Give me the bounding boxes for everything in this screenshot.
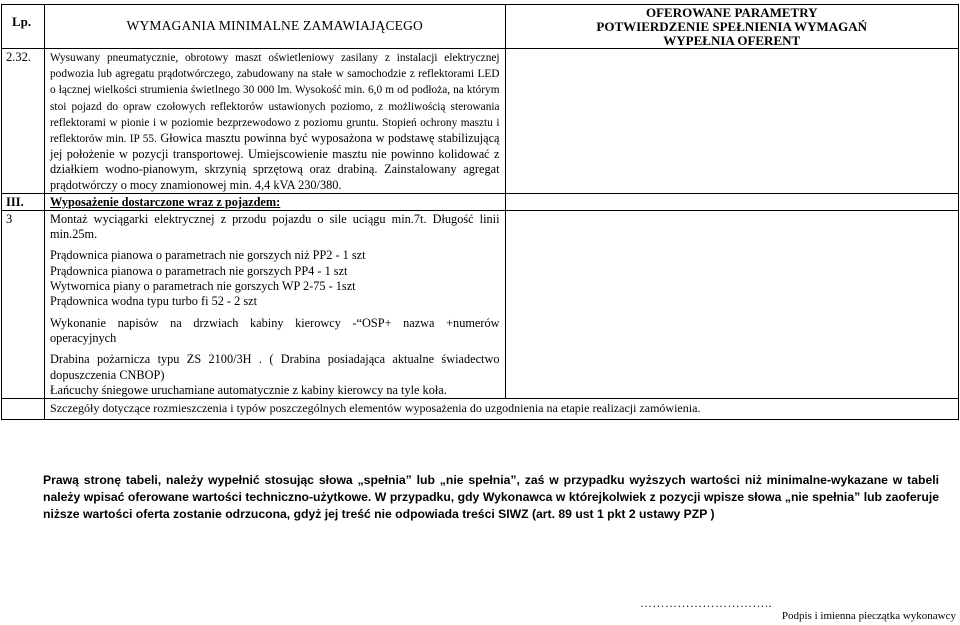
- requirements-table: [1, 4, 959, 420]
- offer-input-cell[interactable]: [505, 210, 959, 398]
- section-row-iii: [2, 193, 959, 210]
- offer-input-cell[interactable]: [505, 193, 959, 210]
- header-requirements-cell: [45, 5, 505, 49]
- header-offered-line-1: OFEROWANE PARAMETRY: [645, 5, 818, 20]
- table-row-2-32: [2, 49, 959, 194]
- row-number: 3: [6, 211, 13, 226]
- row-requirement-text: [45, 49, 504, 193]
- equipment-item: Drabina pożarnicza typu ZS 2100/3H . ( Drabina posiadająca aktualne świadectwo dopuszczenia CNBOP): [50, 352, 500, 382]
- equipment-item: Prądownica pianowa o parametrach nie gorszych PP4 - 1 szt: [50, 263, 348, 278]
- header-offered-cell: [505, 5, 959, 49]
- equipment-item: Łańcuchy śniegowe uruchamiane automatycznie z kabiny kierowcy na tyle koła.: [50, 382, 447, 397]
- header-offered-line-3: WYPEŁNIA OFERENT: [663, 33, 801, 48]
- equipment-list: [45, 211, 504, 398]
- header-offered-parameters: [506, 5, 959, 48]
- equipment-item: Wytwornica piany o parametrach nie gorszych WP 2-75 - 1szt: [50, 279, 356, 294]
- signature-line: …………………………..: [640, 596, 772, 610]
- offer-input-cell[interactable]: [505, 49, 959, 194]
- details-note: Szczegóły dotyczące rozmieszczenia i typów poszczególnych elementów wyposażenia do uzgodnienia na etapie realizacji zamówienia.: [50, 401, 701, 416]
- equipment-item: Prądownica wodna typu turbo fi 52 - 2 szt: [50, 294, 257, 309]
- requirement-text-part-1: Wysuwany pneumatycznie, obrotowy maszt oświetleniowy zasilany z instalacji elektrycznej podwozia lub agregatu prądotwórczego, zabudowany na stałe w samochodzie z reflektorami LED o łącznej wielkości strumienia świetlnego 30 000 lm. Wysokość min. 6,0 m od podłoża, na którym stoi pojazd do opraw czołowych reflektorów ustawionych poziomo, z możliwością sterowania reflektorami w pionie i w poziomie bezprzewodowo z poziomu gruntu. Stopień ochrony masztu i reflektorów min. IP 55.: [50, 52, 500, 146]
- signature-label: Podpis i imienna pieczątka wykonawcy: [781, 610, 956, 622]
- requirement-text-part-2: Głowica masztu powinna być wyposażona w podstawę stabilizującą jej położenie w pozycji transportowej. Umiejscowienie masztu nie powinno kolidować z działkiem wodno-pianowym, skrzynią sprzętową oraz drabiną. Zainstalowany agregat prądotwórczy o mocy znamionowej min. 4,4 kVA 230/380.: [50, 131, 500, 192]
- equipment-item: Prądownica pianowa o parametrach nie gorszych niż PP2 - 1 szt: [50, 248, 366, 263]
- header-requirements: WYMAGANIA MINIMALNE ZAMAWIAJĄCEGO: [126, 18, 424, 33]
- section-number: III.: [6, 194, 24, 209]
- section-title: Wyposażenie dostarczone wraz z pojazdem:: [50, 194, 281, 209]
- header-lp: Lp.: [12, 14, 32, 29]
- instruction-note: Prawą stronę tabeli, należy wypełnić stosując słowa „spełnia” lub „nie spełnia”, zaś w przypadku wyższych wartości niż minimalne-wykazane w tabeli należy wpisać oferowane wartości techniczno-użytkowe. W przypadku, gdy Wykonawca w którejkolwiek z pozycji wpisze słowa „nie spełnia” lub zaoferuje niższe wartości oferta zostanie odrzucona, gdyż jej treść nie odpowiada treści SIWZ (art. 89 ust 1 pkt 2 ustawy PZP ): [43, 473, 939, 521]
- row-number: 2.32.: [6, 50, 31, 64]
- table-row-3: [2, 210, 959, 398]
- equipment-item: Montaż wyciągarki elektrycznej z przodu pojazdu o sile uciągu min.7t. Długość linii min.25m.: [50, 211, 500, 242]
- table-header-row: [2, 5, 959, 49]
- equipment-item: Wykonanie napisów na drzwiach kabiny kierowcy -“OSP+ nazwa +numerów operacyjnych: [50, 315, 500, 345]
- details-row: [2, 399, 959, 420]
- header-offered-line-2: POTWIERDZENIE SPEŁNIENIA WYMAGAŃ: [596, 19, 868, 34]
- header-lp-cell: [2, 5, 45, 49]
